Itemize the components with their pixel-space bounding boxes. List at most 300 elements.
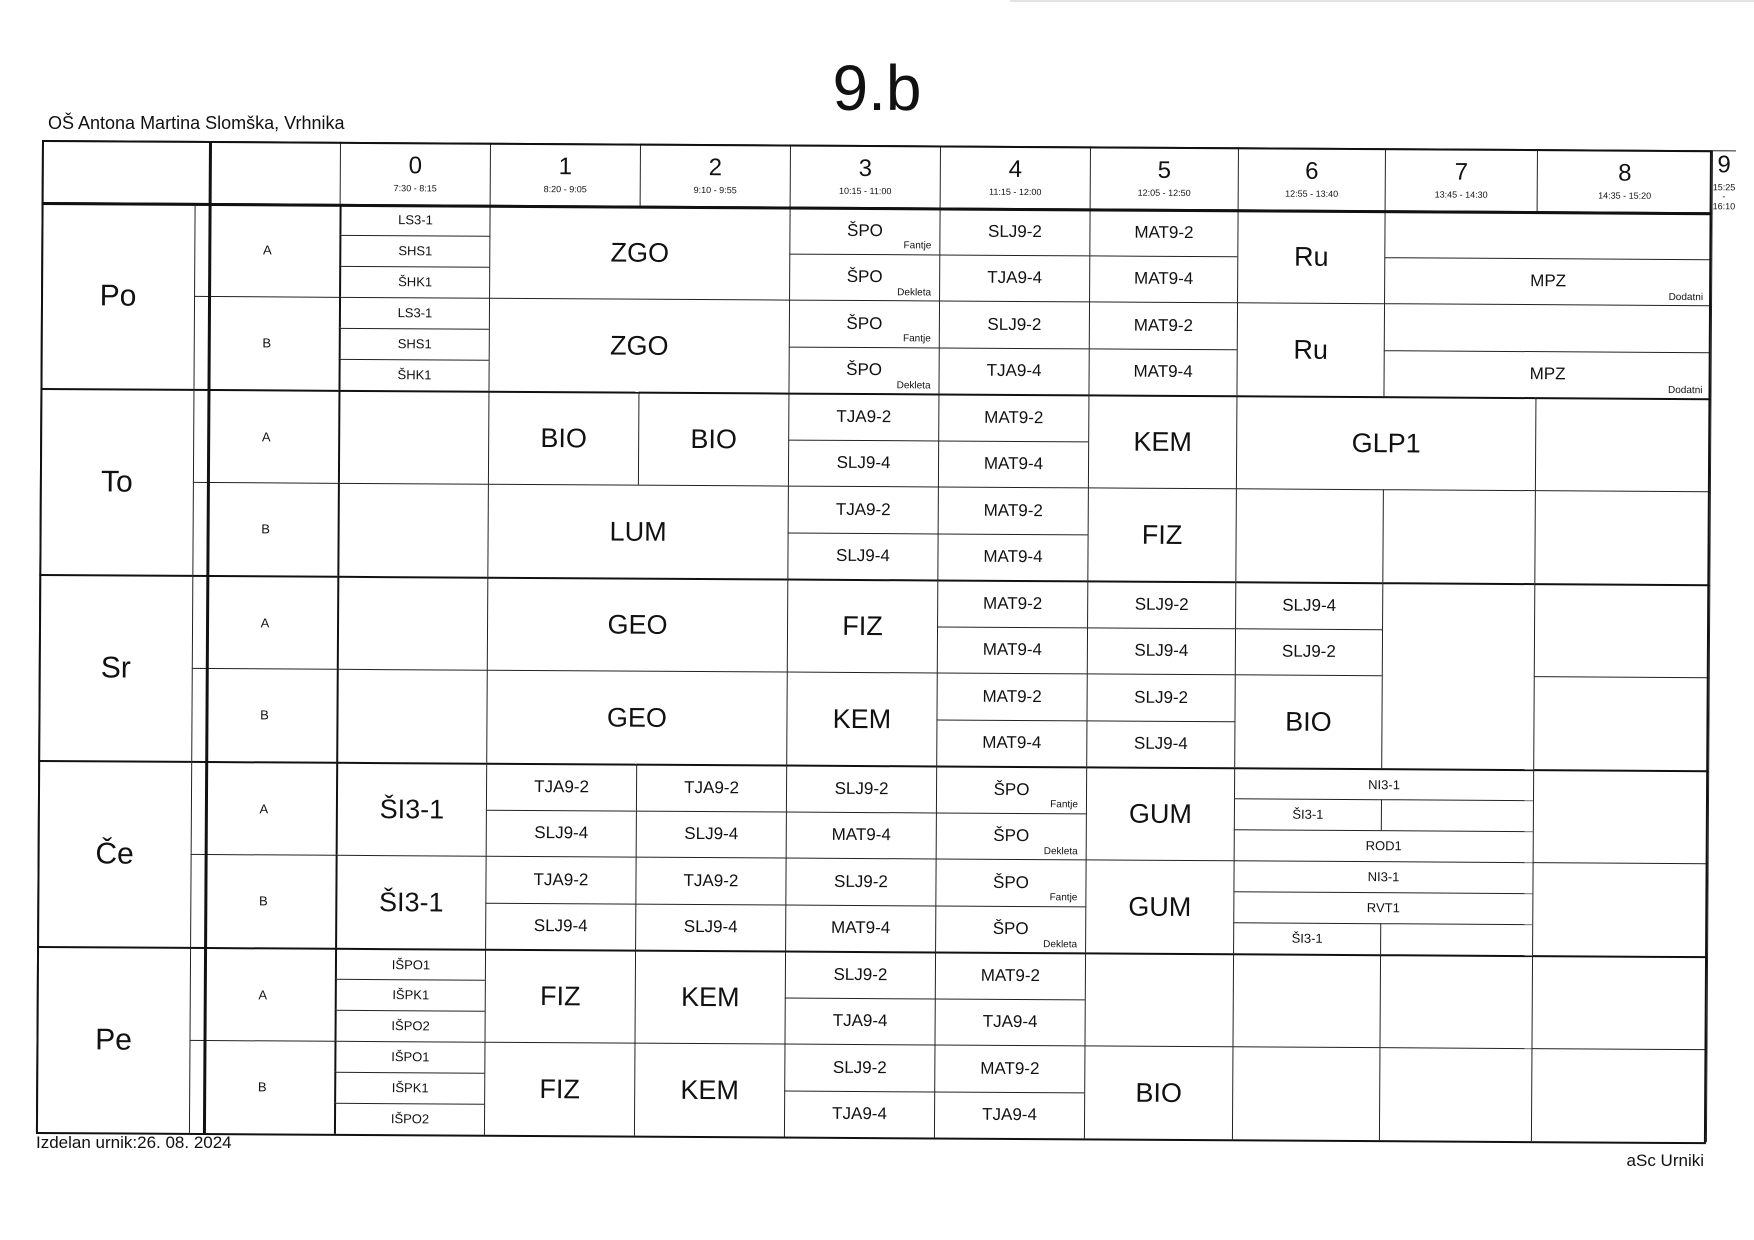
lesson-label: MAT9-4 <box>983 547 1043 567</box>
period-time: 10:15 - 11:00 <box>838 186 892 197</box>
lesson-label: ŠPO <box>992 919 1029 939</box>
lesson-cell <box>789 253 939 300</box>
lesson-cell <box>1088 394 1237 488</box>
group-label-label: B <box>257 1079 267 1095</box>
lesson-cell <box>488 298 789 393</box>
scan-edge-line <box>1010 0 1754 2</box>
lesson-cell <box>1236 302 1384 396</box>
lesson-cell <box>787 579 938 673</box>
school-name: OŠ Antona Martina Slomška, Vrhnika <box>48 113 345 133</box>
lesson-cell <box>1235 628 1382 675</box>
group-label <box>190 854 336 948</box>
group-label <box>190 947 336 1041</box>
day-label-label: Po <box>99 279 137 313</box>
empty-cell <box>1531 1048 1707 1142</box>
lesson-cell <box>1234 767 1533 800</box>
lesson-cell <box>786 672 937 766</box>
lesson-label: MAT9-4 <box>1134 269 1194 289</box>
lesson-label: GUM <box>1128 798 1192 830</box>
lesson-cell <box>1086 673 1234 720</box>
lesson-label: MAT9-4 <box>831 918 891 938</box>
day-label <box>39 388 193 575</box>
day-label <box>37 760 191 947</box>
lesson-cell <box>636 810 786 857</box>
lesson-cell <box>339 297 489 329</box>
lesson-cell <box>334 1072 484 1104</box>
empty-cell <box>1379 1047 1532 1141</box>
lesson-cell <box>788 439 938 486</box>
header-corner <box>42 140 340 204</box>
period-number: 2 <box>708 154 723 182</box>
lesson-cell <box>1384 257 1711 305</box>
lesson-cell <box>1089 208 1237 255</box>
lesson-label: IŠPO2 <box>391 1018 430 1034</box>
lesson-cell <box>486 763 636 810</box>
period-time: 11:15 - 12:00 <box>988 187 1042 198</box>
day-label-label: Če <box>95 837 134 871</box>
lesson-label: SHS1 <box>398 243 433 259</box>
lesson-cell <box>638 392 789 486</box>
lesson-label: TJA9-4 <box>982 1105 1038 1125</box>
lesson-label: MAT9-4 <box>982 640 1043 660</box>
lesson-cell <box>936 672 1086 719</box>
lesson-cell <box>936 765 1086 812</box>
lesson-cell <box>789 300 939 347</box>
lesson-label: ŠPO <box>992 872 1029 892</box>
lesson-note: Dodatni <box>1668 291 1704 303</box>
lesson-cell <box>485 949 636 1043</box>
lesson-label: ZGO <box>610 237 670 268</box>
lesson-note: Dekleta <box>1043 845 1078 857</box>
lesson-cell <box>1234 674 1382 768</box>
lesson-label: IŠPK1 <box>391 1080 429 1096</box>
lesson-cell <box>335 855 486 949</box>
empty-cell <box>1532 862 1708 956</box>
lesson-cell <box>487 577 788 672</box>
lesson-cell <box>938 347 1088 394</box>
lesson-label: TJA9-2 <box>533 869 589 890</box>
lesson-label: TJA9-2 <box>534 777 590 797</box>
lesson-cell <box>788 393 938 440</box>
lesson-cell <box>935 951 1085 998</box>
lesson-note: Fantje <box>903 240 932 252</box>
lesson-note: Dodatni <box>1668 384 1703 396</box>
lesson-cell <box>636 764 786 811</box>
period-time: 12:05 - 12:50 <box>1137 188 1191 199</box>
lesson-cell <box>335 1010 485 1042</box>
lesson-note: Dekleta <box>1043 938 1078 950</box>
empty-cell <box>1533 769 1709 863</box>
lesson-label: SLJ9-2 <box>987 221 1042 241</box>
lesson-cell <box>937 626 1087 673</box>
lesson-cell <box>934 998 1084 1045</box>
period-header-3 <box>790 145 940 208</box>
group-label-label: B <box>260 707 269 723</box>
lesson-cell <box>938 486 1088 533</box>
empty-cell <box>1232 1046 1380 1140</box>
lesson-label: MAT9-2 <box>983 594 1043 614</box>
period-number: 9 <box>1717 150 1731 179</box>
period-header-1 <box>490 143 640 206</box>
group-label-label: A <box>260 615 270 631</box>
lesson-cell <box>784 997 934 1044</box>
empty-cell <box>1706 956 1708 1049</box>
class-title: 9.b <box>832 52 922 124</box>
lesson-cell <box>339 328 489 360</box>
lesson-label: SLJ9-4 <box>533 916 588 936</box>
empty-cell <box>1709 584 1711 677</box>
lesson-label: ŠI3-1 <box>1292 806 1324 823</box>
lesson-cell <box>1085 859 1234 953</box>
timetable-grid <box>36 140 1736 1144</box>
lesson-cell <box>937 579 1087 626</box>
period-header-8 <box>1537 149 1712 212</box>
period-header-5 <box>1090 146 1238 209</box>
lesson-label: TJA9-4 <box>986 361 1042 381</box>
lesson-label: ŠI3-1 <box>379 794 445 825</box>
footer-brand: aSc Urniki <box>1626 1151 1704 1170</box>
group-label <box>194 203 340 297</box>
lesson-cell <box>1087 580 1235 627</box>
lesson-label: IŠPO1 <box>391 956 431 973</box>
period-time: 13:45 - 14:30 <box>1434 189 1488 201</box>
lesson-label: ROD1 <box>1365 838 1402 854</box>
lesson-cell <box>1233 922 1380 954</box>
lesson-label: MAT9-4 <box>983 454 1044 474</box>
day-label <box>40 202 194 389</box>
lesson-cell <box>935 905 1085 952</box>
lesson-cell <box>634 950 785 1044</box>
lesson-cell <box>338 359 488 391</box>
lesson-cell <box>936 812 1086 859</box>
lesson-label: SLJ9-2 <box>1134 687 1189 707</box>
lesson-label: RVT1 <box>1366 900 1400 916</box>
lesson-cell <box>1237 209 1385 303</box>
lesson-cell <box>1086 766 1235 860</box>
group-label-label: B <box>262 335 272 351</box>
period-header-0 <box>340 142 490 205</box>
lesson-cell <box>334 1103 484 1135</box>
lesson-label: TJA9-4 <box>987 268 1043 288</box>
period-number: 0 <box>408 152 423 180</box>
empty-cell <box>1707 863 1709 956</box>
lesson-note: Fantje <box>1050 799 1078 811</box>
empty-cell <box>337 483 488 577</box>
lesson-label: GEO <box>606 702 668 733</box>
lesson-label: NI3-1 <box>1367 869 1400 885</box>
lesson-cell <box>339 266 489 298</box>
lesson-cell <box>939 207 1089 254</box>
day-label <box>38 574 192 761</box>
empty-cell <box>1380 923 1532 955</box>
lesson-cell <box>785 951 935 998</box>
empty-cell <box>1232 953 1380 1047</box>
lesson-cell <box>787 532 937 579</box>
period-time: 15:25 - 16:10 <box>1712 182 1736 212</box>
day-label-label: To <box>100 465 133 499</box>
group-label-label: B <box>258 893 268 909</box>
period-time: 14:35 - 15:20 <box>1598 190 1652 202</box>
group-label <box>192 482 338 576</box>
lesson-cell <box>938 393 1088 440</box>
empty-cell <box>338 390 489 484</box>
lesson-cell <box>484 1042 635 1136</box>
empty-cell <box>1706 1049 1708 1142</box>
lesson-cell <box>786 765 936 812</box>
lesson-label: GEO <box>607 609 668 641</box>
period-number: 6 <box>1305 157 1319 185</box>
lesson-cell <box>487 484 788 579</box>
lesson-cell <box>1088 348 1236 395</box>
lesson-cell <box>1233 860 1532 893</box>
lesson-cell <box>1234 829 1533 862</box>
lesson-label: Ru <box>1293 241 1329 272</box>
lesson-cell <box>789 207 939 254</box>
lesson-label: ŠPO <box>993 826 1030 846</box>
lesson-label: FIZ <box>539 1073 581 1105</box>
group-label-label: A <box>258 987 268 1003</box>
period-time: 8:20 - 9:05 <box>543 184 587 195</box>
lesson-cell <box>785 858 935 905</box>
lesson-label: MAT9-4 <box>831 825 891 845</box>
lesson-cell <box>1233 891 1532 924</box>
empty-cell <box>1235 488 1383 582</box>
lesson-label: MAT9-2 <box>984 408 1044 428</box>
lesson-label: IŠPK1 <box>392 987 430 1003</box>
lesson-label: KEM <box>832 703 892 735</box>
empty-cell <box>1711 212 1713 305</box>
lesson-cell <box>935 858 1085 905</box>
lesson-cell <box>1236 395 1536 490</box>
lesson-label: SLJ9-4 <box>836 453 891 473</box>
group-label-label: A <box>259 801 269 817</box>
lesson-label: GUM <box>1128 891 1192 922</box>
period-header-6 <box>1238 147 1385 210</box>
lesson-label: TJA9-2 <box>684 778 740 798</box>
lesson-cell <box>939 254 1089 301</box>
lesson-label: MAT9-2 <box>980 1058 1040 1078</box>
lesson-label: MAT9-2 <box>1134 222 1194 242</box>
group-label-label: A <box>262 242 272 258</box>
lesson-label: SLJ9-2 <box>833 965 888 985</box>
lesson-label: MAT9-2 <box>1133 315 1194 335</box>
group-label-label: A <box>261 429 271 445</box>
lesson-cell <box>635 903 785 950</box>
lesson-cell <box>1089 255 1237 302</box>
period-number: 3 <box>858 155 873 183</box>
empty-cell <box>1384 303 1711 351</box>
lesson-label: BIO <box>1135 1077 1183 1108</box>
lesson-label: LS3-1 <box>397 305 433 321</box>
group-label <box>189 1040 335 1134</box>
lesson-label: ŠPO <box>846 313 883 333</box>
period-number: 5 <box>1157 157 1172 185</box>
lesson-label: KEM <box>1133 427 1193 458</box>
period-number: 8 <box>1618 159 1632 187</box>
lesson-label: MAT9-4 <box>982 733 1042 753</box>
lesson-label: MPZ <box>1530 271 1567 291</box>
lesson-cell <box>486 809 636 856</box>
empty-cell <box>336 669 487 763</box>
lesson-cell <box>939 300 1089 347</box>
empty-cell <box>1381 582 1534 769</box>
lesson-cell <box>635 857 785 904</box>
empty-cell <box>1535 397 1711 491</box>
lesson-cell <box>786 811 936 858</box>
lesson-cell <box>1235 581 1382 628</box>
lesson-label: TJA9-4 <box>832 1011 888 1031</box>
period-header-2 <box>640 144 790 207</box>
lesson-label: BIO <box>1285 706 1332 737</box>
lesson-label: SLJ9-4 <box>1282 595 1337 616</box>
period-number: 1 <box>558 153 573 181</box>
lesson-label: SLJ9-4 <box>1133 734 1188 754</box>
lesson-label: IŠPO1 <box>391 1049 430 1065</box>
lesson-label: SLJ9-4 <box>684 824 739 844</box>
lesson-cell <box>485 902 635 949</box>
lesson-label: MAT9-4 <box>1133 362 1193 382</box>
lesson-label: ŠI3-1 <box>378 886 444 918</box>
lesson-cell <box>486 670 787 765</box>
lesson-note: Dekleta <box>897 286 932 298</box>
lesson-label: ŠHK1 <box>398 274 433 290</box>
lesson-label: SLJ9-2 <box>834 779 889 799</box>
lesson-label: SLJ9-2 <box>832 1057 887 1078</box>
lesson-cell <box>784 1044 934 1091</box>
lesson-cell <box>334 1041 484 1073</box>
lesson-label: NI3-1 <box>1368 776 1401 792</box>
lesson-cell <box>335 948 485 980</box>
lesson-cell <box>1084 1045 1233 1139</box>
lesson-label: MPZ <box>1529 364 1566 384</box>
empty-cell <box>1084 952 1233 1046</box>
period-time: 9:10 - 9:55 <box>693 185 737 196</box>
empty-cell <box>1534 490 1710 584</box>
empty-cell <box>1381 799 1533 831</box>
day-label-label: Pe <box>95 1023 132 1057</box>
lesson-cell <box>1086 720 1234 767</box>
lesson-cell <box>1087 627 1235 674</box>
lesson-cell <box>936 719 1086 766</box>
lesson-label: SLJ9-2 <box>1134 595 1189 615</box>
lesson-label: ŠPO <box>846 360 883 380</box>
lesson-label: KEM <box>680 1074 740 1106</box>
period-time: 7:30 - 8:15 <box>393 183 437 194</box>
lesson-label: ŠPO <box>846 267 883 287</box>
lesson-label: ZGO <box>609 330 669 361</box>
lesson-label: SLJ9-2 <box>833 871 888 892</box>
lesson-label: LS3-1 <box>398 212 433 228</box>
period-header-7 <box>1385 148 1537 211</box>
empty-cell <box>1379 954 1532 1048</box>
group-label <box>192 575 338 669</box>
created-date-label: Izdelan urnik:26. 08. 2024 <box>36 1133 232 1152</box>
lesson-label: FIZ <box>842 611 883 642</box>
empty-cell <box>1534 583 1710 677</box>
lesson-label: GLP1 <box>1351 428 1421 459</box>
lesson-cell <box>1234 798 1381 830</box>
lesson-cell <box>784 1090 934 1137</box>
lesson-label: LUM <box>609 516 667 547</box>
empty-cell <box>337 576 488 670</box>
lesson-label: MAT9-2 <box>980 966 1041 986</box>
lesson-label: BIO <box>690 424 738 455</box>
empty-cell <box>1710 398 1712 491</box>
lesson-cell <box>336 762 487 856</box>
group-label <box>193 389 339 483</box>
empty-cell <box>1709 491 1711 584</box>
lesson-cell <box>785 904 935 951</box>
lesson-label: SLJ9-4 <box>1134 641 1189 661</box>
lesson-cell <box>488 391 639 485</box>
empty-cell <box>1533 676 1709 770</box>
lesson-note: Fantje <box>1049 892 1078 904</box>
lesson-label: TJA9-4 <box>832 1104 888 1124</box>
period-number: 4 <box>1008 156 1023 184</box>
empty-cell <box>1382 489 1535 583</box>
period-number: 7 <box>1454 158 1469 186</box>
group-label <box>191 668 337 762</box>
period-header-9 <box>1712 150 1736 212</box>
lesson-label: ŠPO <box>993 780 1030 800</box>
empty-cell <box>1531 955 1707 1049</box>
lesson-cell <box>934 1091 1084 1138</box>
lesson-cell <box>485 856 635 903</box>
lesson-cell <box>489 205 790 300</box>
lesson-label: SLJ9-2 <box>987 314 1042 334</box>
lesson-label: FIZ <box>1141 519 1183 550</box>
lesson-cell <box>788 346 938 393</box>
lesson-label: SHS1 <box>397 336 432 352</box>
period-header-4 <box>940 145 1090 208</box>
empty-cell <box>1384 210 1711 258</box>
lesson-cell <box>634 1043 785 1137</box>
lesson-label: ŠI3-1 <box>1291 930 1323 947</box>
lesson-label: KEM <box>680 982 740 1013</box>
lesson-cell <box>934 1044 1084 1091</box>
lesson-label: FIZ <box>539 981 581 1012</box>
lesson-cell <box>1383 350 1710 398</box>
lesson-label: SLJ9-4 <box>835 546 890 566</box>
lesson-cell <box>1087 487 1236 581</box>
lesson-label: TJA9-2 <box>835 499 891 520</box>
lesson-note: Fantje <box>902 333 931 345</box>
lesson-cell <box>788 486 938 533</box>
empty-cell <box>1708 677 1710 770</box>
empty-cell <box>1710 305 1712 398</box>
lesson-cell <box>339 204 489 236</box>
lesson-label: TJA9-4 <box>982 1012 1038 1032</box>
lesson-cell <box>938 440 1088 487</box>
group-label-label: B <box>261 521 271 537</box>
lesson-label: MAT9-2 <box>983 500 1043 520</box>
lesson-label: Ru <box>1293 334 1329 365</box>
group-label <box>193 296 339 390</box>
lesson-label: ŠPO <box>846 220 883 240</box>
period-time: 12:55 - 13:40 <box>1285 188 1339 200</box>
lesson-label: SLJ9-2 <box>1281 641 1336 662</box>
lesson-label: ŠHK1 <box>397 367 432 383</box>
lesson-label: TJA9-2 <box>683 870 739 891</box>
lesson-label: MAT9-2 <box>982 686 1042 706</box>
group-label <box>191 761 337 855</box>
lesson-cell <box>335 979 485 1011</box>
lesson-label: BIO <box>540 423 588 454</box>
day-label <box>36 946 190 1133</box>
lesson-cell <box>937 533 1087 580</box>
empty-cell <box>1708 770 1710 863</box>
lesson-label: IŠPO2 <box>390 1111 430 1127</box>
